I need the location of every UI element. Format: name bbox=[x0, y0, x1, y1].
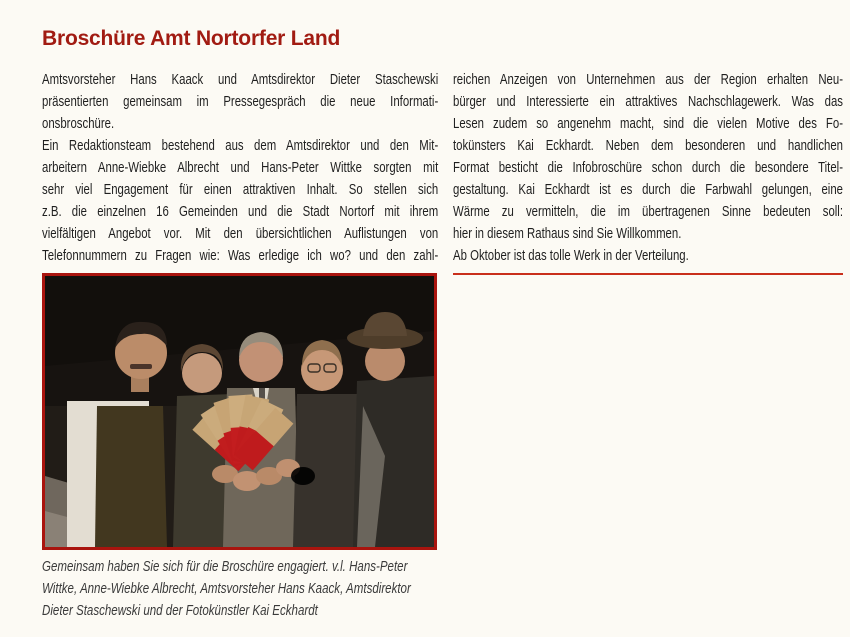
article-end-divider bbox=[453, 273, 843, 275]
article-right-column bbox=[453, 69, 843, 267]
photo-caption: Gemeinsam haben Sie sich für die Broschüre engagiert. v.l. Hans-Peter Wittke, Anne-Wiebke Albrecht, Amtsvorsteher Hans Kaack, Amtsdirektor Dieter Staschewski und der Fotokünstler Kai Eckhardt bbox=[42, 559, 411, 619]
paragraph-redaktionsteam: Ein Redaktionsteam bestehend aus dem Amtsdirektor und den Mit- arbeitern Anne-Wiebke Albrecht und Hans-Peter Wittke sorgten mit sehr viel Engagement für einen attraktiven Inhalt. So stellen sich z.B. die einzelnen 16 Gemeinden und die Stadt Nortorf mit ihrem vielfältigen Angebot vor. Mit den übersichtlichen Auflistungen von Telefonnummern zu Fragen wie: Was erledige ich wo? und den zahl- bbox=[42, 138, 439, 264]
paragraph-verteilung: Ab Oktober ist das tolle Werk in der Verteilung. bbox=[453, 248, 689, 264]
paragraph-intro: Amtsvorsteher Hans Kaack und Amtsdirektor Dieter Staschewski präsentierten gemeinsam im Pressegespräch die neue Informati- onsbroschüre. bbox=[42, 72, 439, 132]
article-left-column bbox=[42, 69, 438, 267]
photo-illustration bbox=[45, 276, 434, 547]
page-title: Broschüre Amt Nortorfer Land bbox=[42, 27, 341, 50]
paragraph-broschuere: reichen Anzeigen von Unternehmen aus der Region erhalten Neu- bürger und Interessierte ein attraktives Nachschlagewerk. Was das Lesen zudem so angenehm macht, sind die vielen Motive des Fo- tokünsters Kai Eckhardt. Neben dem besonderen und handlichen Format besticht die Infobroschüre schon durch die besondere Titel- gestaltung. Kai Eckhardt ist es durch die Farbwahl gelungen, eine Wärme zu vermitteln, die im übertragenen Sinne bedeuten soll: hier in diesem Rathaus sind Sie Willkommen. bbox=[453, 72, 843, 242]
article-photo bbox=[42, 273, 437, 550]
